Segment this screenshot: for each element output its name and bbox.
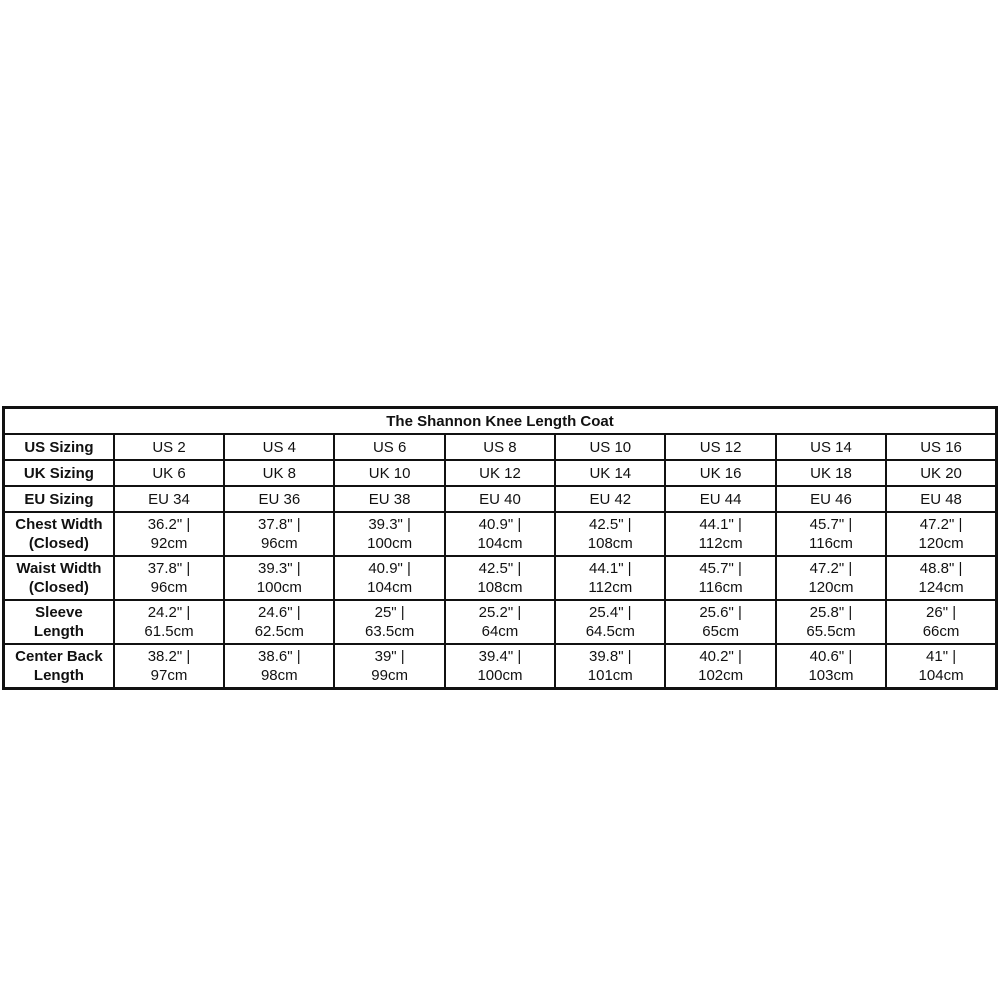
cell-value: 39.8" | — [589, 648, 632, 665]
row-label-line: (Closed) — [28, 535, 89, 552]
table-cell — [114, 644, 224, 689]
cell-value: 25" | — [374, 604, 405, 621]
cell-value: EU 48 — [920, 490, 962, 508]
table-cell — [114, 486, 224, 512]
cell-value: EU 38 — [368, 490, 411, 508]
cell-value: US 2 — [152, 438, 186, 456]
table-cell — [114, 512, 224, 556]
table-cell — [445, 486, 555, 512]
cell-value: 100cm — [256, 579, 302, 596]
table-cell — [224, 556, 334, 600]
cell-value: 65cm — [702, 623, 739, 640]
table-cell — [665, 512, 775, 556]
table-row — [4, 486, 997, 512]
cell-value: 40.6" | — [809, 648, 853, 665]
table-cell — [224, 486, 334, 512]
cell-value: 38.2" | — [147, 648, 191, 665]
row-label-line: Length — [33, 623, 84, 640]
cell-value: EU 42 — [589, 490, 632, 508]
cell-value: 37.8" | — [147, 560, 191, 577]
table-cell — [776, 434, 886, 460]
table-cell — [334, 644, 444, 689]
row-label-line: Center Back — [15, 648, 103, 665]
cell-value: 97cm — [150, 667, 188, 684]
row-label-line: EU Sizing — [24, 490, 94, 508]
cell-value: 124cm — [918, 579, 964, 596]
table-cell — [224, 512, 334, 556]
cell-value: 44.1" | — [699, 516, 742, 533]
cell-value: 96cm — [150, 579, 188, 596]
cell-value: 63.5cm — [365, 623, 415, 640]
cell-value: UK 18 — [810, 464, 852, 482]
cell-value: 48.8" | — [919, 560, 963, 577]
cell-value: 116cm — [809, 535, 853, 552]
cell-value: 112cm — [588, 579, 633, 596]
table-cell — [445, 600, 555, 644]
table-cell — [886, 600, 996, 644]
cell-value: 44.1" | — [589, 560, 632, 577]
cell-value: 108cm — [477, 579, 523, 596]
cell-value: 42.5" | — [478, 560, 522, 577]
row-label-line: Chest Width — [15, 516, 103, 533]
row-label — [4, 600, 114, 644]
cell-value: US 16 — [920, 438, 962, 456]
table-cell — [665, 556, 775, 600]
cell-value: 26" | — [926, 604, 957, 621]
table-row — [4, 556, 997, 600]
table-cell — [665, 434, 775, 460]
table-cell — [445, 512, 555, 556]
table-cell — [445, 556, 555, 600]
cell-value: 25.4" | — [589, 604, 632, 621]
table-cell — [334, 486, 444, 512]
cell-value: 24.2" | — [147, 604, 191, 621]
cell-value: 47.2" | — [919, 516, 963, 533]
cell-value: 64.5cm — [585, 623, 635, 640]
cell-value: 101cm — [587, 667, 633, 684]
cell-value: 41" | — [926, 648, 957, 665]
cell-value: 65.5cm — [806, 623, 856, 640]
cell-value: 25.2" | — [478, 604, 522, 621]
cell-value: 104cm — [477, 535, 523, 552]
row-label-line: Waist Width — [16, 560, 102, 577]
table-cell — [555, 644, 665, 689]
cell-value: UK 12 — [479, 464, 521, 482]
cell-value: 38.6" | — [258, 648, 301, 665]
table-cell — [886, 434, 996, 460]
cell-value: UK 10 — [368, 464, 411, 482]
cell-value: 39.3" | — [368, 516, 411, 533]
cell-value: EU 40 — [479, 490, 521, 508]
cell-value: 45.7" | — [809, 516, 853, 533]
table-cell — [776, 486, 886, 512]
cell-value: US 14 — [810, 438, 852, 456]
cell-value: UK 6 — [152, 464, 186, 482]
table-cell — [114, 600, 224, 644]
row-label — [4, 512, 114, 556]
table-cell — [886, 556, 996, 600]
cell-value: 64cm — [481, 623, 519, 640]
table-cell — [665, 460, 775, 486]
cell-value: US 4 — [262, 438, 296, 456]
table-row — [4, 512, 997, 556]
table-cell — [886, 460, 996, 486]
table-row — [4, 434, 997, 460]
cell-value: US 10 — [589, 438, 632, 456]
cell-value: 39.3" | — [258, 560, 301, 577]
row-label — [4, 644, 114, 689]
cell-value: 40.9" | — [478, 516, 522, 533]
cell-value: 42.5" | — [589, 516, 632, 533]
table-cell — [334, 600, 444, 644]
cell-value: 40.2" | — [699, 648, 742, 665]
cell-value: 104cm — [918, 667, 964, 684]
cell-value: 61.5cm — [144, 623, 194, 640]
cell-value: 66cm — [922, 623, 960, 640]
cell-value: EU 36 — [258, 490, 301, 508]
cell-value: 37.8" | — [258, 516, 301, 533]
cell-value: 47.2" | — [809, 560, 853, 577]
table-cell — [776, 460, 886, 486]
table-cell — [334, 460, 444, 486]
table-cell — [445, 460, 555, 486]
cell-value: 116cm — [698, 579, 743, 596]
cell-value: 25.6" | — [699, 604, 742, 621]
cell-value: EU 46 — [810, 490, 852, 508]
size-chart-body — [4, 434, 997, 689]
size-chart-table — [2, 406, 998, 690]
cell-value: UK 16 — [699, 464, 742, 482]
cell-value: US 6 — [372, 438, 407, 456]
cell-value: UK 8 — [262, 464, 296, 482]
table-cell — [224, 434, 334, 460]
table-cell — [776, 600, 886, 644]
table-cell — [555, 556, 665, 600]
cell-value: 104cm — [367, 579, 413, 596]
cell-value: 120cm — [808, 579, 854, 596]
table-cell — [334, 556, 444, 600]
cell-value: EU 44 — [699, 490, 742, 508]
table-cell — [224, 644, 334, 689]
cell-value: 102cm — [698, 667, 744, 684]
row-label — [4, 486, 114, 512]
row-label-line: (Closed) — [28, 579, 89, 596]
table-cell — [886, 486, 996, 512]
cell-value: 36.2" | — [147, 516, 191, 533]
cell-value: 108cm — [587, 535, 633, 552]
table-cell — [776, 512, 886, 556]
cell-value: UK 14 — [589, 464, 632, 482]
table-cell — [776, 644, 886, 689]
table-cell — [555, 434, 665, 460]
cell-value: 24.6" | — [258, 604, 301, 621]
cell-value: 39" | — [374, 648, 405, 665]
table-cell — [445, 644, 555, 689]
cell-value: 96cm — [260, 535, 298, 552]
table-cell — [555, 512, 665, 556]
row-label — [4, 460, 114, 486]
cell-value: 92cm — [150, 535, 188, 552]
table-cell — [886, 644, 996, 689]
row-label — [4, 556, 114, 600]
cell-value: 112cm — [698, 535, 743, 552]
cell-value: 100cm — [477, 667, 523, 684]
table-row — [4, 644, 997, 689]
table-cell — [334, 434, 444, 460]
table-cell — [555, 600, 665, 644]
table-cell — [114, 434, 224, 460]
table-title: The Shannon Knee Length Coat — [4, 408, 997, 435]
cell-value: 120cm — [918, 535, 964, 552]
table-cell — [445, 434, 555, 460]
cell-value: 40.9" | — [368, 560, 411, 577]
table-cell — [224, 460, 334, 486]
cell-value: EU 34 — [148, 490, 190, 508]
table-cell — [114, 556, 224, 600]
cell-value: UK 20 — [920, 464, 962, 482]
cell-value: 99cm — [371, 667, 408, 684]
table-cell — [114, 460, 224, 486]
table-row — [4, 460, 997, 486]
cell-value: 98cm — [260, 667, 298, 684]
row-label — [4, 434, 114, 460]
table-row — [4, 600, 997, 644]
table-cell — [776, 556, 886, 600]
table-cell — [224, 600, 334, 644]
table-cell — [665, 600, 775, 644]
cell-value: 45.7" | — [699, 560, 742, 577]
table-cell — [665, 486, 775, 512]
table-cell — [886, 512, 996, 556]
cell-value: 103cm — [808, 667, 854, 684]
row-label-line: Sleeve — [35, 604, 83, 621]
row-label-line: US Sizing — [24, 438, 94, 456]
cell-value: 39.4" | — [478, 648, 522, 665]
table-cell — [334, 512, 444, 556]
cell-value: 100cm — [367, 535, 413, 552]
cell-value: 25.8" | — [809, 604, 853, 621]
cell-value: 62.5cm — [254, 623, 304, 640]
row-label-line: UK Sizing — [23, 464, 94, 482]
table-cell — [665, 644, 775, 689]
table-cell — [555, 460, 665, 486]
cell-value: US 12 — [699, 438, 742, 456]
table-cell — [555, 486, 665, 512]
row-label-line: Length — [33, 667, 84, 684]
cell-value: US 8 — [483, 438, 517, 456]
